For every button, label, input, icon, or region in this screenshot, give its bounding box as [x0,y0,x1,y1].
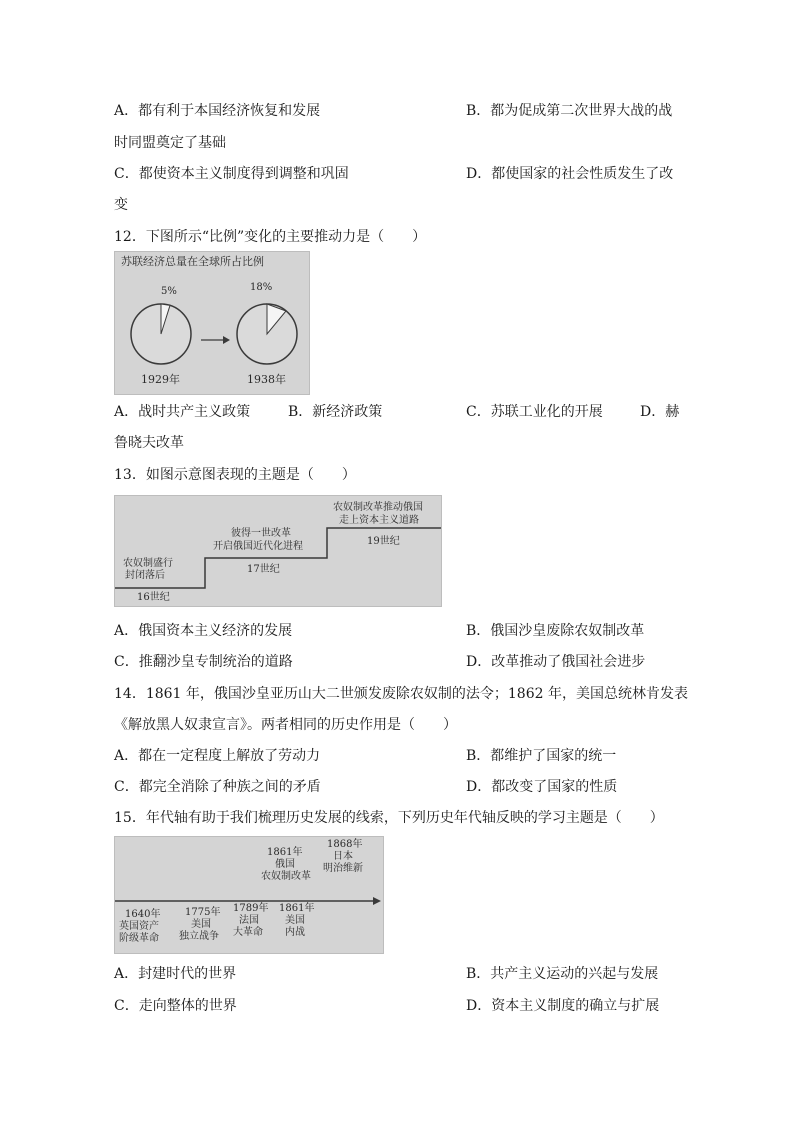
q14-option-c: C．都完全消除了种族之间的矛盾 [114,779,321,795]
q15-option-a: A．封建时代的世界 [114,966,237,982]
q12-pie-figure [114,251,310,395]
q15-below1-line2: 阶级革命 [119,933,159,944]
q12-option-b: B．新经济政策 [288,404,383,420]
q13-step2-label: 17世纪 [247,564,280,575]
q15-option-c: C．走向整体的世界 [114,998,237,1014]
q15-above1-line2: 农奴制改革 [261,871,311,882]
q15-below4-year: 1861年 [279,903,315,914]
q13-step1-label: 16世纪 [137,592,170,603]
q13-stem: 13．如图示意图表现的主题是（ ） [114,467,356,483]
q15-above1-line1: 俄国 [275,859,295,870]
q11-option-b-continued: 时同盟奠定了基础 [114,135,226,151]
q13-step2-line2: 开启俄国近代化进程 [213,541,303,552]
q15-above2-year: 1868年 [327,839,363,850]
q15-below2-line1: 美国 [191,919,211,930]
q13-step2-line1: 彼得一世改革 [231,528,291,539]
q12-year-1938: 1938年 [247,373,286,386]
q15-below1-line1: 英国资产 [119,921,159,932]
q12-label-5pct: 5% [161,286,177,297]
q13-staircase-figure [114,495,442,607]
q12-option-c: C．苏联工业化的开展 [466,404,603,420]
q14-option-d: D．都改变了国家的性质 [466,779,618,795]
q11-option-d: D．都使国家的社会性质发生了改 [466,166,674,182]
q15-above1-year: 1861年 [267,847,303,858]
q15-timeline-figure [114,836,384,954]
q14-option-b: B．都维护了国家的统一 [466,748,617,764]
q13-step3-line1: 农奴制改革推动俄国 [333,502,423,513]
q15-option-d: D．资本主义制度的确立与扩展 [466,998,660,1014]
q15-above2-line2: 明治维新 [323,863,363,874]
q15-below3-line1: 法国 [239,915,259,926]
q12-option-d: D．赫 [640,404,680,420]
q15-stem: 15．年代轴有助于我们梳理历史发展的线索，下列历史年代轴反映的学习主题是（ ） [114,810,664,826]
q15-above2-line1: 日本 [333,851,353,862]
timeline-arrow-head [373,897,381,905]
q15-below2-year: 1775年 [185,907,221,918]
q13-option-d: D．改革推动了俄国社会进步 [466,654,646,670]
q13-step3-label: 19世纪 [367,536,400,547]
q15-below1-year: 1640年 [125,909,161,920]
q15-below3-year: 1789年 [233,903,269,914]
q13-option-c: C．推翻沙皇专制统治的道路 [114,654,293,670]
q13-step1-line1: 农奴制盛行 [123,558,173,569]
q13-option-a: A．俄国资本主义经济的发展 [114,623,293,639]
q12-option-d-continued: 鲁晓夫改革 [114,435,184,451]
q11-option-a: A．都有利于本国经济恢复和发展 [114,103,321,119]
q12-label-18pct: 18% [250,282,273,293]
q15-below3-line2: 大革命 [233,927,263,938]
q14-stem-line1: 14．1861 年，俄国沙皇亚历山大二世颁发废除农奴制的法令；1862 年，美国总统林肯发表 [114,686,688,702]
q11-option-d-continued: 变 [114,197,128,213]
q13-step1-line2: 封闭落后 [125,570,165,581]
q14-stem-line2: 《解放黑人奴隶宣言》。两者相同的历史作用是（ ） [114,717,457,733]
q13-option-b: B．俄国沙皇废除农奴制改革 [466,623,645,639]
q15-below4-line2: 内战 [285,927,305,938]
q12-year-1929: 1929年 [141,373,180,386]
q13-step3-line2: 走上资本主义道路 [339,515,419,526]
q14-option-a: A．都在一定程度上解放了劳动力 [114,748,321,764]
q15-below4-line1: 美国 [285,915,305,926]
arrow-head [223,336,230,344]
q12-figure-title: 苏联经济总量在全球所占比例 [121,255,264,268]
q12-stem: 12．下图所示“比例”变化的主要推动力是（ ） [114,229,427,245]
q15-option-b: B．共产主义运动的兴起与发展 [466,966,659,982]
q12-option-a: A．战时共产主义政策 [114,404,251,420]
q11-option-c: C．都使资本主义制度得到调整和巩固 [114,166,349,182]
q11-option-b: B．都为促成第二次世界大战的战 [466,103,673,119]
q15-below2-line2: 独立战争 [179,931,219,942]
